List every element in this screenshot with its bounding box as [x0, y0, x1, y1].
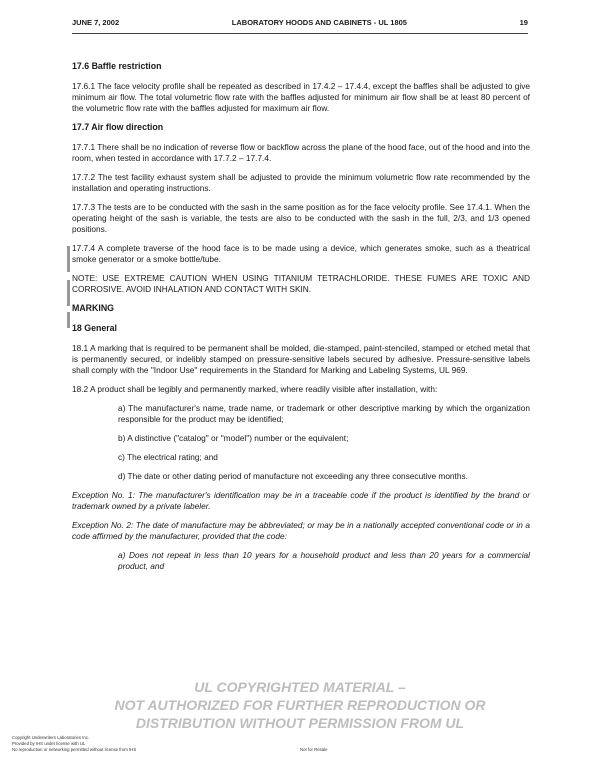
footer-copyright: [12, 735, 136, 753]
paragraph: 17.7.4 A complete traverse of the hood face is to be made using a device, which generates smoke, such as a theatrical smoke generator or a smoke bottle/tube.: [72, 243, 530, 264]
paragraph: 18.1 A marking that is required to be permanent shall be molded, die-stamped, paint-stenciled, stamped or etched metal that is permanently secured, or indelibly stamped on pressure-sensitive labels secured by adhesive. Pressure-sensitive labels shall comply with the "Indoor Use" requirements in the Standard for Marking and Labeling Systems, UL 969.: [72, 343, 530, 375]
note-paragraph: NOTE: USE EXTREME CAUTION WHEN USING TITANIUM TETRACHLORIDE. THESE FUMES ARE TOXIC AND CORROSIVE. AVOID INHALATION AND CONTACT WITH SKIN.: [72, 273, 530, 294]
part-heading: MARKING: [72, 303, 115, 313]
paragraph: 17.7.1 There shall be no indication of reverse flow or backflow across the plane of the hood face, out of the hood and into the room, when tested in accordance with 17.7.2 – 17.7.4.: [72, 142, 530, 163]
exception-paragraph: Exception No. 1: The manufacturer's identification may be in a traceable code if the product is identified by the brand or trademark owned by a private labeler.: [72, 490, 530, 511]
footer-resale: Not for Resale: [300, 747, 328, 752]
page-header: [72, 18, 528, 32]
section-heading: 17.7 Air flow direction: [72, 122, 164, 132]
watermark-line: NOT AUTHORIZED FOR FURTHER REPRODUCTION OR: [114, 697, 486, 713]
section-heading: 17.6 Baffle restriction: [72, 61, 162, 71]
paragraph: 17.7.2 The test facility exhaust system shall be adjusted to provide the minimum volumetric flow rate recommended by the installation and operating instructions.: [72, 172, 530, 193]
header-rule: [72, 33, 528, 34]
section-heading: 18 General: [72, 323, 117, 333]
paragraph: 18.2 A product shall be legibly and permanently marked, where readily visible after installation, with:: [72, 384, 438, 394]
revision-mark: [67, 246, 70, 272]
exception-paragraph: Exception No. 2: The date of manufacture may be abbreviated; or may be in a nationally accepted conventional code or in a code affirmed by the manufacturer, provided that the code:: [72, 520, 530, 541]
watermark-line: DISTRIBUTION WITHOUT PERMISSION FROM UL: [135, 715, 465, 731]
paragraph: 17.7.3 The tests are to be conducted with the sash in the same position as for the face velocity profile. See 17.4.1. When the operating height of the sash is variable, the tests are also to be conducted with the sash in the full, 2/3, and 1/3 opened positions.: [72, 202, 530, 234]
list-item: d) The date or other dating period of manufacture not exceeding any three consecutive months.: [118, 471, 468, 481]
list-item: b) A distinctive ("catalog" or "model") number or the equivalent;: [118, 433, 349, 443]
footer-line: Provided by IHS under license with UL: [12, 741, 86, 746]
revision-mark: [67, 280, 70, 306]
watermark-line: UL COPYRIGHTED MATERIAL –: [194, 679, 406, 695]
header-date: JUNE 7, 2002: [72, 18, 120, 27]
revision-mark: [67, 312, 70, 328]
header-title: LABORATORY HOODS AND CABINETS - UL 1805: [231, 18, 407, 27]
footer-line: Copyright Underwriters Laboratories Inc.: [12, 735, 90, 740]
paragraph: 17.6.1 The face velocity profile shall be repeated as described in 17.4.2 – 17.4.4, except the baffles shall be adjusted to give minimum air flow. The total volumetric flow rate with the baffles adjusted for minimum air flow shall be at least 80 percent of the volumetric flow rate with the baffles adjusted for maximum air flow.: [72, 81, 530, 113]
list-item: c) The electrical rating; and: [118, 452, 218, 462]
header-page-number: 19: [519, 18, 528, 27]
copyright-watermark: [0, 678, 600, 732]
document-body: [72, 61, 530, 580]
exception-list-item: a) Does not repeat in less than 10 years for a household product and less than 20 years for a commercial product, and: [118, 550, 530, 571]
footer-line: No reproduction or networking permitted without license from IHS: [12, 747, 137, 752]
list-item: a) The manufacturer's name, trade name, or trademark or other descriptive marking by which the organization responsible for the product may be identified;: [118, 403, 530, 424]
